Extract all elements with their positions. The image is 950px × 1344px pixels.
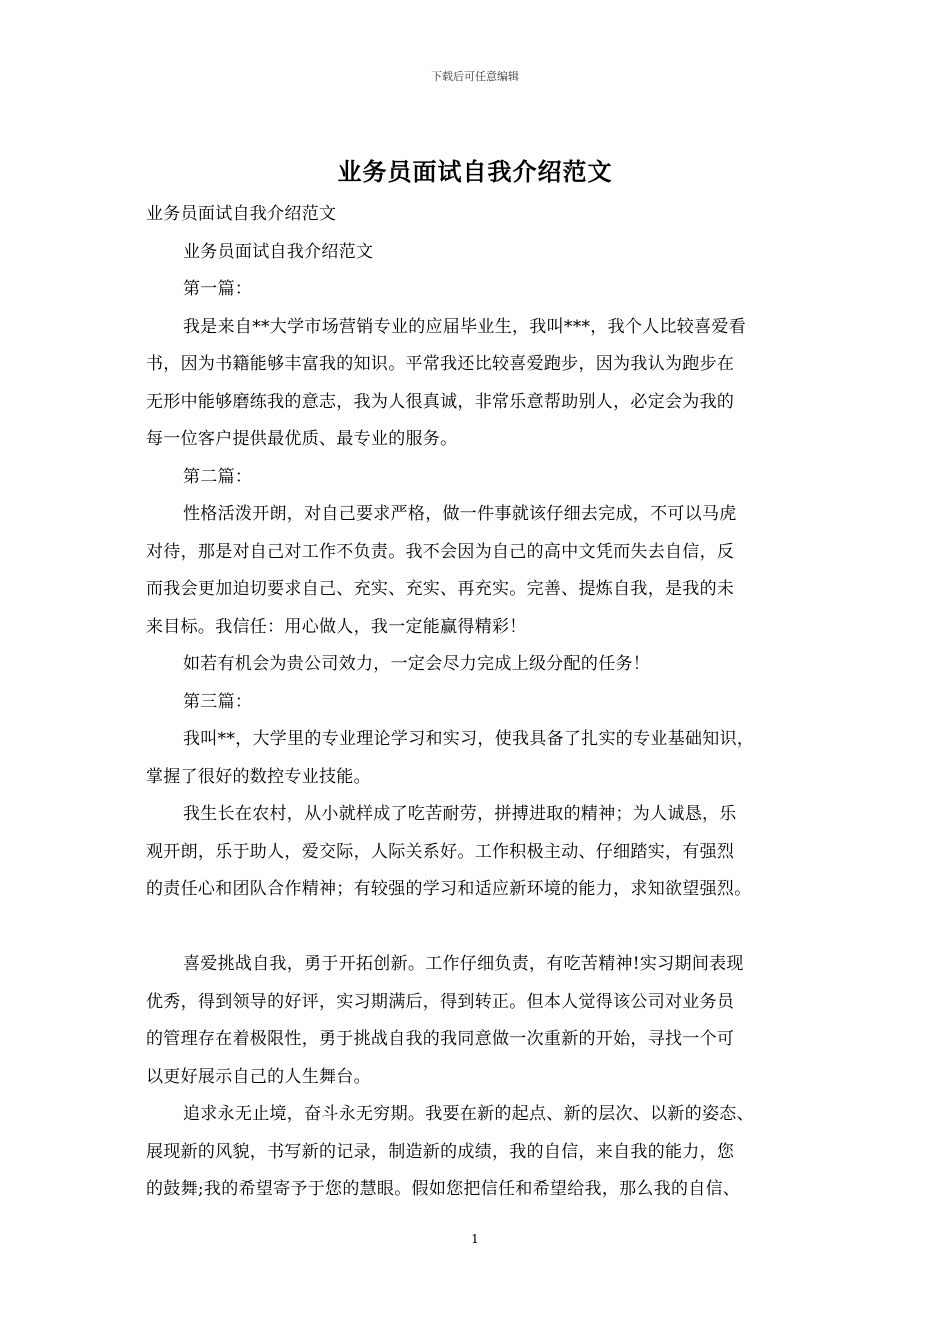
paragraph-line: 书，因为书籍能够丰富我的知识。平常我还比较喜爱跑步，因为我认为跑步在	[146, 354, 735, 374]
subtitle-line-indented: 业务员面试自我介绍范文	[183, 241, 374, 262]
paragraph-line: 优秀，得到领导的好评，实习期满后，得到转正。但本人觉得该公司对业务员	[146, 991, 735, 1012]
paragraph-line: 观开朗，乐于助人，爱交际，人际关系好。工作积极主动、仔细踏实，有强烈	[146, 841, 735, 862]
document-body	[146, 196, 818, 1209]
paragraph-line: 对待，那是对自己对工作不负责。我不会因为自己的高中文凭而失去自信，反	[146, 541, 735, 562]
paragraph-line: 我叫**，大学里的专业理论学习和实习，使我具备了扎实的专业基础知识，	[183, 729, 755, 749]
paragraph-line: 我生长在农村，从小就样成了吃苦耐劳，拼搏进取的精神；为人诚恳，乐	[183, 804, 737, 824]
paragraph-line: 而我会更加迫切要求自己、充实、充实、再充实。完善、提炼自我，是我的未	[146, 579, 735, 599]
paragraph-line: 掌握了很好的数控专业技能。	[146, 766, 371, 787]
paragraph-line: 喜爱挑战自我，勇于开拓创新。工作仔细负责，有吃苦精神!实习期间表现	[183, 954, 744, 974]
document-title: 业务员面试自我介绍范文	[337, 157, 613, 186]
paragraph-line: 的责任心和团队合作精神；有较强的学习和适应新环境的能力，求知欲望强烈。	[146, 879, 752, 899]
header-note: 下载后可任意编辑	[431, 70, 519, 83]
paragraph-line: 如若有机会为贵公司效力，一定会尽力完成上级分配的任务！	[183, 654, 651, 674]
paragraph-gap	[146, 909, 818, 947]
paragraph-line: 的管理存在着极限性，勇于挑战自我的我同意做一次重新的开始，寻找一个可	[146, 1029, 735, 1049]
subtitle-line: 业务员面试自我介绍范文	[146, 204, 337, 224]
paragraph-line: 展现新的风貌，书写新的记录，制造新的成绩，我的自信，来自我的能力，您	[146, 1141, 735, 1162]
section-heading-3: 第三篇：	[183, 691, 253, 712]
paragraph-line: 追求永无止境，奋斗永无穷期。我要在新的起点、新的层次、以新的姿态、	[183, 1104, 754, 1124]
paragraph-line: 无形中能够磨练我的意志，我为人很真诚，非常乐意帮助别人，必定会为我的	[146, 391, 735, 412]
section-heading-1: 第一篇：	[183, 279, 253, 299]
paragraph-line: 性格活泼开朗，对自己要求严格，做一件事就该仔细去完成，不可以马虎	[183, 504, 737, 524]
paragraph-line: 以更好展示自己的人生舞台。	[146, 1066, 371, 1087]
paragraph-line: 每一位客户提供最优质、最专业的服务。	[146, 429, 458, 449]
paragraph-line: 我是来自**大学市场营销专业的应届毕业生，我叫***，我个人比较喜爱看	[183, 316, 746, 337]
paragraph-line: 来目标。我信任：用心做人，我一定能赢得精彩！	[146, 616, 527, 637]
paragraph-line: 的鼓舞;我的希望寄予于您的慧眼。假如您把信任和希望给我，那么我的自信、	[146, 1179, 741, 1199]
page-number: 1	[471, 1232, 479, 1246]
section-heading-2: 第二篇：	[183, 466, 253, 487]
